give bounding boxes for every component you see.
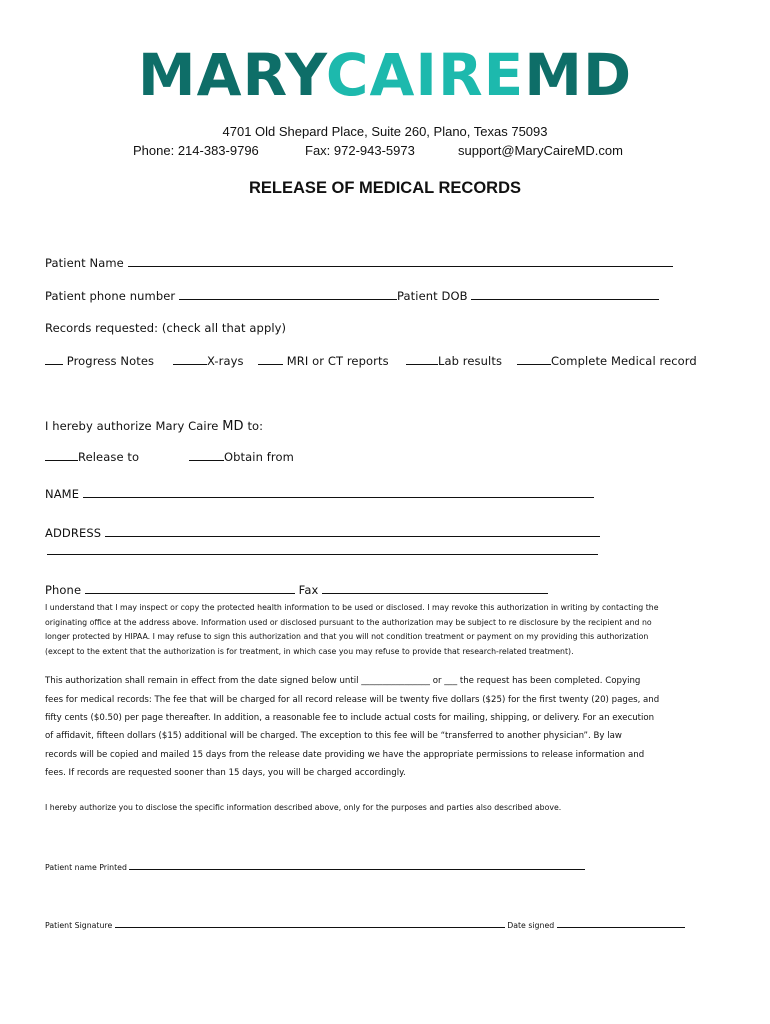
fees-line-4: of affidavit, fifteen dollars ($15) additional will be charged. The exception to this fee will be “transferred to another physician”. By law bbox=[45, 731, 622, 741]
fees-line-1: This authorization shall remain in effect from the date signed below until ________________ or ___ the request has been completed. Copying bbox=[45, 676, 641, 686]
hipaa-line-2: originating office at the address above. Information used or disclosed pursuant to the authorization may be subject to re disclosure by the recipient and no bbox=[45, 618, 652, 627]
page-title: RELEASE OF MEDICAL RECORDS bbox=[249, 179, 521, 197]
signature-label: Patient Signature bbox=[45, 921, 113, 930]
authorize-heading-prefix: I hereby authorize Mary Caire bbox=[45, 419, 219, 433]
patient-name-row bbox=[45, 256, 673, 270]
patient-name-field[interactable] bbox=[128, 256, 673, 267]
authorize-heading-md: MD bbox=[222, 419, 244, 434]
complete-record-label: Complete Medical record bbox=[551, 354, 697, 368]
logo-text-mary: MARY bbox=[137, 41, 326, 109]
mri-ct-checkbox[interactable] bbox=[258, 354, 283, 365]
complete-record-checkbox[interactable] bbox=[517, 354, 551, 365]
mri-ct-label: MRI or CT reports bbox=[286, 354, 389, 368]
office-address: 4701 Old Shepard Place, Suite 260, Plano, Texas 75093 bbox=[222, 124, 548, 139]
progress-notes-label: Progress Notes bbox=[66, 354, 155, 368]
fees-line-2: fees for medical records: The fee that will be charged for all record release will be twenty five dollars ($25) for the first twenty (20) pages, and bbox=[45, 695, 660, 705]
date-signed-label: Date signed bbox=[507, 921, 555, 930]
hipaa-line-4: (except to the extent that the authorization is for treatment, in which case you may refuse to provide that research-related treatment). bbox=[45, 647, 574, 656]
fees-line-3: fifty cents ($0.50) per page thereafter. In addition, a reasonable fee to include actual costs for mailing, shipping, or delivery. For an execution bbox=[45, 713, 655, 723]
hipaa-line-1: I understand that I may inspect or copy the protected health information to be used or disclosed. I may revoke this authorization in writing by contacting the bbox=[45, 603, 659, 612]
release-to-checkbox[interactable] bbox=[45, 450, 78, 461]
date-signed-field[interactable] bbox=[557, 919, 685, 928]
record-option-mri-ct bbox=[258, 354, 389, 368]
obtain-from-option bbox=[189, 450, 294, 464]
office-email: support@MaryCaireMD.com bbox=[458, 143, 623, 158]
patient-dob-label: Patient DOB bbox=[397, 289, 468, 303]
release-to-label: Release to bbox=[78, 450, 140, 464]
record-option-complete-record bbox=[517, 354, 697, 368]
x-rays-label: X-rays bbox=[207, 354, 244, 368]
recipient-phone-label: Phone bbox=[45, 583, 82, 597]
logo-text-caire: CAIRE bbox=[325, 41, 525, 109]
release-to-option bbox=[45, 450, 139, 464]
record-option-x-rays bbox=[173, 354, 244, 368]
authorize-heading bbox=[45, 419, 263, 434]
patient-dob-field[interactable] bbox=[471, 289, 659, 300]
signature-row bbox=[45, 919, 685, 930]
patient-name-label: Patient Name bbox=[45, 256, 124, 270]
recipient-fax-field[interactable] bbox=[322, 583, 548, 594]
logo-text-md: MD bbox=[524, 41, 633, 109]
fees-line-5: records will be copied and mailed 15 days from the release date providing we have the appropriate permissions to release information and bbox=[45, 750, 645, 760]
patient-phone-field[interactable] bbox=[179, 289, 397, 300]
recipient-address-line-2[interactable] bbox=[47, 554, 598, 555]
recipient-phone-field[interactable] bbox=[85, 583, 295, 594]
lab-results-checkbox[interactable] bbox=[406, 354, 438, 365]
recipient-address-field[interactable] bbox=[105, 526, 600, 537]
record-option-lab-results bbox=[406, 354, 502, 368]
fees-line-6: fees. If records are requested sooner than 15 days, you will be charged accordingly. bbox=[45, 768, 406, 778]
printed-name-label: Patient name Printed bbox=[45, 863, 127, 872]
company-logo bbox=[0, 40, 770, 110]
patient-phone-row bbox=[45, 289, 659, 303]
records-heading: Records requested: (check all that apply) bbox=[45, 321, 287, 335]
obtain-from-label: Obtain from bbox=[224, 450, 294, 464]
x-rays-checkbox[interactable] bbox=[173, 354, 207, 365]
recipient-address-label: ADDRESS bbox=[45, 526, 102, 540]
recipient-fax-label: Fax bbox=[298, 583, 319, 597]
recipient-name-label: NAME bbox=[45, 487, 80, 501]
office-phone: Phone: 214-383-9796 bbox=[133, 143, 259, 158]
recipient-contact-row bbox=[45, 583, 548, 597]
lab-results-label: Lab results bbox=[438, 354, 503, 368]
disclosure-statement: I hereby authorize you to disclose the specific information described above, only for the purposes and parties also described above. bbox=[45, 803, 562, 812]
recipient-name-row bbox=[45, 487, 594, 501]
patient-phone-label: Patient phone number bbox=[45, 289, 176, 303]
recipient-name-field[interactable] bbox=[83, 487, 594, 498]
printed-name-row bbox=[45, 861, 585, 872]
obtain-from-checkbox[interactable] bbox=[189, 450, 224, 461]
record-option-progress-notes bbox=[45, 354, 154, 368]
recipient-address-row bbox=[45, 526, 600, 540]
progress-notes-checkbox[interactable] bbox=[45, 354, 63, 365]
printed-name-field[interactable] bbox=[129, 861, 585, 870]
hipaa-line-3: longer protected by HIPAA. I may refuse to sign this authorization and that you will not condition treatment or payment on my providing this authorization bbox=[45, 632, 649, 641]
signature-field[interactable] bbox=[115, 919, 505, 928]
authorize-heading-suffix: to: bbox=[247, 419, 264, 433]
office-fax: Fax: 972-943-5973 bbox=[305, 143, 415, 158]
